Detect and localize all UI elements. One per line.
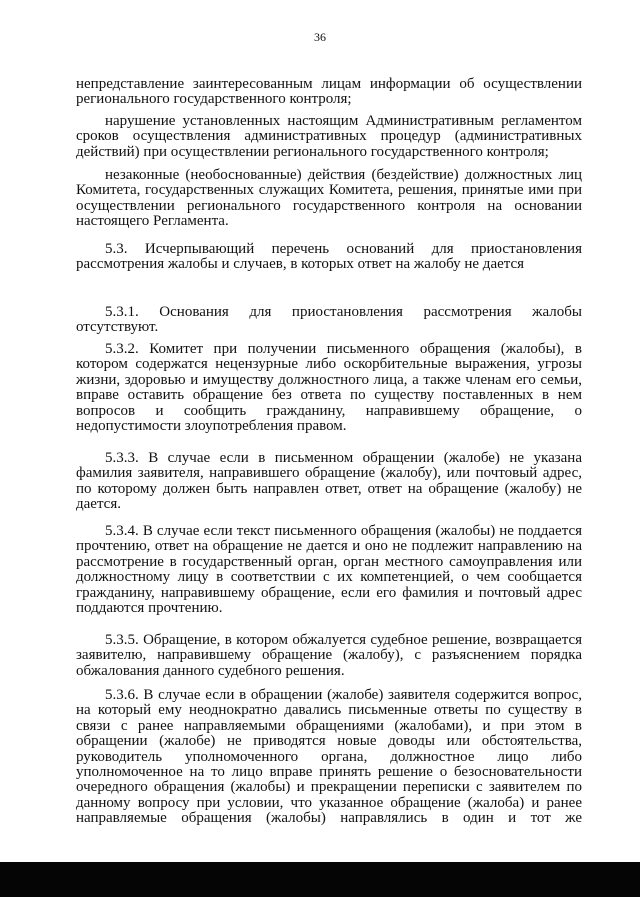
scanner-bottom-edge <box>0 862 640 897</box>
page-number: 36 <box>314 30 326 44</box>
paragraph-5-3-4: 5.3.4. В случае если текст письменного обращения (жалобы) не поддается прочтению, ответ на обращение не дается и оно не подлежит направлению на рассмотрение в государственный орган, орган местного самоуправления или должностному лицу в соответствии с их компетенцией, о чем сообщается гражданину, направившему обращение, если его фамилия и почтовый адрес поддаются прочтению. <box>76 523 582 617</box>
paragraph-5-3-3: 5.3.3. В случае если в письменном обращении (жалобе) не указана фамилия заявителя, направившего обращение (жалобу), или почтовый адрес, по которому должен быть направлен ответ, ответ на обращение (жалобу) не дается. <box>76 450 582 513</box>
paragraph-5-3-1: 5.3.1. Основания для приостановления рассмотрения жалобы отсутствуют. <box>76 304 582 336</box>
paragraph-nepredstavlenie: непредставление заинтересованным лицам информации об осуществлении регионального государственного контроля; <box>76 76 582 108</box>
section-heading-5-3: 5.3. Исчерпывающий перечень оснований для приостановления рассмотрения жалобы и случаев, в которых ответ на жалобу не дается <box>76 241 582 273</box>
paragraph-unlawful-actions: незаконные (необоснованные) действия (бездействие) должностных лиц Комитета, государственных служащих Комитета, решения, принятые ими при осуществлении регионального государственного контроля на основании настоящего Регламента. <box>76 167 582 230</box>
paragraph-5-3-6: 5.3.6. В случае если в обращении (жалобе) заявителя содержится вопрос, на который ему неоднократно давались письменные ответы по существу в связи с ранее направляемыми обращениями (жалобами), и при этом в обращении (жалобе) не приводятся новые доводы или обстоятельства, руководитель уполномоченного органа, должностное лицо либо уполномоченное на то лицо вправе принять решение о безосновательности очередного обращения (жалобы) и прекращении переписки с заявителем по данному вопросу при условии, что указанное обращение (жалоба) и ранее направляемые обращения (жалобы) направлялись в один и тот же <box>76 687 582 827</box>
paragraph-procedure-deadlines: нарушение установленных настоящим Административным регламентом сроков осуществления административных процедур (административных действий) при осуществлении регионального государственного контроля; <box>76 113 582 160</box>
paragraph-5-3-5: 5.3.5. Обращение, в котором обжалуется судебное решение, возвращается заявителю, направившему обращение (жалобу), с разъяснением порядка обжалования данного судебного решения. <box>76 632 582 679</box>
paragraph-5-3-2: 5.3.2. Комитет при получении письменного обращения (жалобы), в котором содержатся нецензурные либо оскорбительные выражения, угрозы жизни, здоровью и имуществу должностного лица, а также членам его семьи, вправе оставить обращение без ответа по существу поставленных в нем вопросов и сообщить гражданину, направившему обращение, о недопустимости злоупотребления правом. <box>76 341 582 435</box>
